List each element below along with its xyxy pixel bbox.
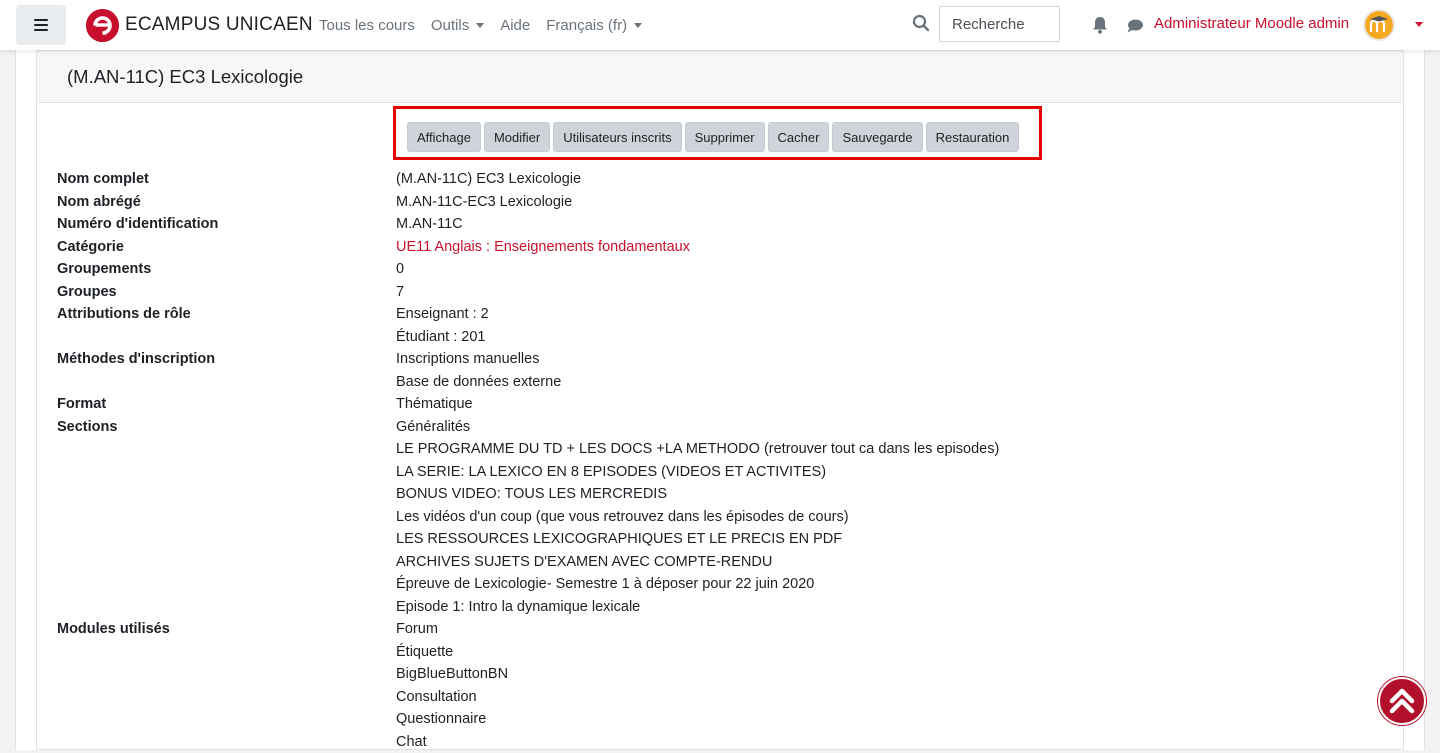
user-menu-chevron-down-icon[interactable] (1415, 22, 1423, 27)
chevron-up-icon (1387, 686, 1417, 716)
nav-link-tools[interactable] (431, 17, 484, 34)
detail-value: LA SERIE: LA LEXICO EN 8 EPISODES (VIDEOS ET ACTIVITES) (396, 461, 1257, 484)
restore-button[interactable]: Restauration (926, 122, 1020, 152)
detail-value: Base de données externe (396, 371, 1257, 394)
edit-button[interactable]: Modifier (484, 122, 550, 152)
detail-value: Chat (396, 731, 1257, 753)
hamburger-icon (34, 19, 48, 31)
hide-button[interactable]: Cacher (768, 122, 830, 152)
detail-value: Episode 1: Intro la dynamique lexicale (396, 596, 1257, 619)
detail-label: Nom complet (57, 168, 396, 191)
detail-row (57, 168, 1257, 191)
nav-link-help[interactable] (500, 17, 530, 34)
top-navbar (0, 0, 1440, 50)
detail-label: Attributions de rôle (57, 303, 396, 348)
nav-link-label: Outils (431, 17, 469, 34)
detail-values (396, 393, 1257, 416)
detail-value: 7 (396, 281, 1257, 304)
back-to-top-button[interactable] (1378, 677, 1426, 725)
detail-value: Forum (396, 618, 1257, 641)
detail-row (57, 213, 1257, 236)
detail-label: Nom abrégé (57, 191, 396, 214)
nav-link-label: Français (fr) (546, 17, 627, 34)
course-details (57, 168, 1257, 753)
chevron-down-icon (476, 23, 484, 28)
enrolled-users-button[interactable]: Utilisateurs inscrits (553, 122, 681, 152)
user-avatar[interactable] (1363, 9, 1395, 41)
detail-row (57, 416, 1257, 619)
detail-value: 0 (396, 258, 1257, 281)
detail-row (57, 281, 1257, 304)
detail-row (57, 191, 1257, 214)
detail-label: Modules utilisés (57, 618, 396, 753)
view-button[interactable]: Affichage (407, 122, 481, 152)
detail-value: BONUS VIDEO: TOUS LES MERCREDIS (396, 483, 1257, 506)
primary-navigation (319, 0, 658, 50)
detail-row (57, 236, 1257, 259)
course-actions (407, 122, 1022, 152)
messages-icon[interactable] (1126, 17, 1144, 35)
detail-value: M.AN-11C-EC3 Lexicologie (396, 191, 1257, 214)
chevron-down-icon (634, 23, 642, 28)
detail-label: Groupes (57, 281, 396, 304)
detail-value: Généralités (396, 416, 1257, 439)
detail-row (57, 348, 1257, 393)
detail-values (396, 281, 1257, 304)
category-link[interactable]: UE11 Anglais : Enseignements fondamentaux (396, 236, 1257, 259)
detail-values (396, 213, 1257, 236)
detail-row (57, 258, 1257, 281)
detail-value: ARCHIVES SUJETS D'EXAMEN AVEC COMPTE-RENDU (396, 551, 1257, 574)
detail-values (396, 348, 1257, 393)
detail-values (396, 303, 1257, 348)
detail-label: Groupements (57, 258, 396, 281)
detail-label: Sections (57, 416, 396, 619)
detail-label: Numéro d'identification (57, 213, 396, 236)
backup-button[interactable]: Sauvegarde (832, 122, 922, 152)
search-icon[interactable] (912, 14, 932, 34)
brand-name: ECAMPUS UNICAEN (125, 14, 313, 36)
detail-value: BigBlueButtonBN (396, 663, 1257, 686)
detail-value: Étudiant : 201 (396, 326, 1257, 349)
menu-toggle-button[interactable] (16, 5, 66, 45)
detail-value: Épreuve de Lexicologie- Semestre 1 à déposer pour 22 juin 2020 (396, 573, 1257, 596)
detail-values (396, 236, 1257, 259)
detail-values (396, 191, 1257, 214)
detail-values (396, 618, 1257, 753)
detail-values (396, 168, 1257, 191)
detail-label: Catégorie (57, 236, 396, 259)
search-input[interactable] (939, 6, 1060, 42)
detail-row (57, 618, 1257, 753)
language-menu[interactable] (546, 17, 642, 34)
detail-values (396, 416, 1257, 619)
nav-link-label: Aide (500, 17, 530, 34)
detail-value: Les vidéos d'un coup (que vous retrouvez dans les épisodes de cours) (396, 506, 1257, 529)
detail-value: Questionnaire (396, 708, 1257, 731)
detail-value: M.AN-11C (396, 213, 1257, 236)
detail-value: Enseignant : 2 (396, 303, 1257, 326)
detail-value: (M.AN-11C) EC3 Lexicologie (396, 168, 1257, 191)
detail-value: Étiquette (396, 641, 1257, 664)
course-title: (M.AN-11C) EC3 Lexicologie (37, 51, 1403, 103)
delete-button[interactable]: Supprimer (685, 122, 765, 152)
brand[interactable] (86, 9, 313, 41)
ecampus-logo-icon (86, 9, 119, 42)
detail-value: Thématique (396, 393, 1257, 416)
detail-row (57, 393, 1257, 416)
detail-value: Consultation (396, 686, 1257, 709)
moodle-avatar-icon (1366, 12, 1392, 38)
nav-link-all-courses[interactable] (319, 17, 415, 34)
detail-values (396, 258, 1257, 281)
nav-link-label: Tous les cours (319, 17, 415, 34)
notification-bell-icon[interactable] (1091, 15, 1109, 35)
detail-value: LE PROGRAMME DU TD + LES DOCS +LA METHODO (retrouver tout ca dans les episodes) (396, 438, 1257, 461)
detail-value: Inscriptions manuelles (396, 348, 1257, 371)
user-menu-name[interactable]: Administrateur Moodle admin (1154, 15, 1349, 32)
detail-value: LES RESSOURCES LEXICOGRAPHIQUES ET LE PRECIS EN PDF (396, 528, 1257, 551)
detail-row (57, 303, 1257, 348)
detail-label: Méthodes d'inscription (57, 348, 396, 393)
detail-label: Format (57, 393, 396, 416)
